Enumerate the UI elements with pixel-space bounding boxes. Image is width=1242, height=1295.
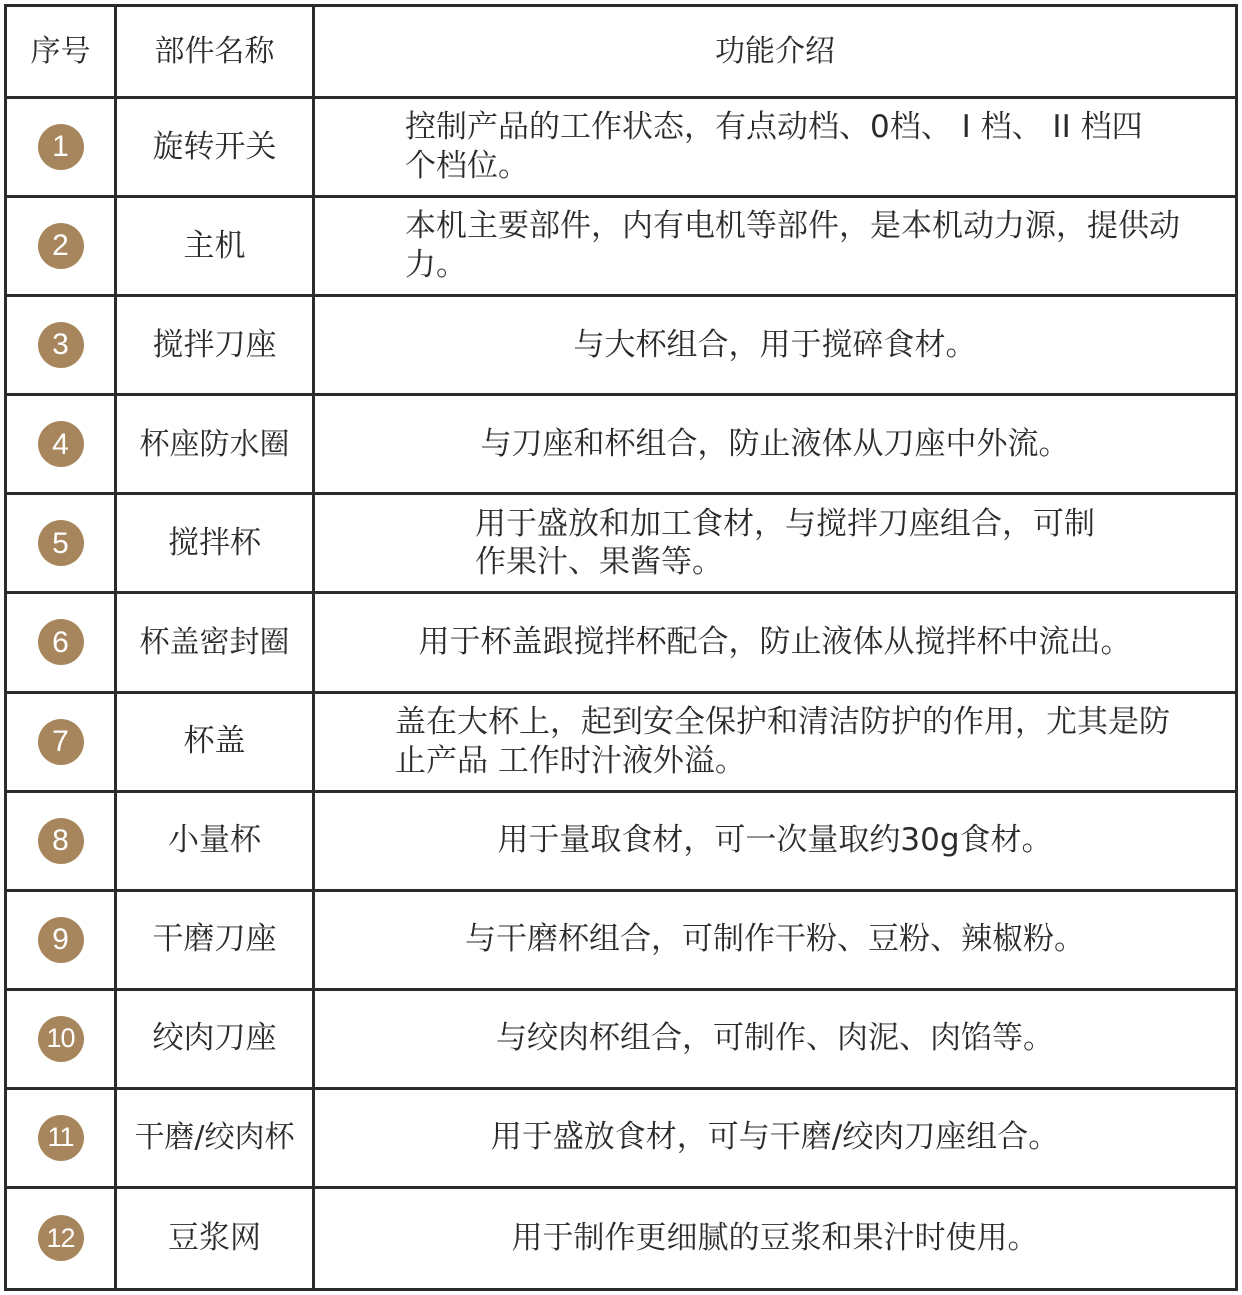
number-badge: 2 <box>38 223 84 269</box>
number-badge: 5 <box>38 520 84 566</box>
row-index-cell <box>7 594 117 693</box>
description-text: 用于制作更细腻的豆浆和果汁时使用。 <box>511 1220 1039 1257</box>
part-description <box>315 892 1235 991</box>
number-badge: 4 <box>38 421 84 467</box>
description-text: 用于量取食材，可一次量取约30g食材。 <box>497 822 1053 859</box>
number-badge: 1 <box>38 124 84 170</box>
row-index-cell <box>7 694 117 793</box>
part-description <box>315 991 1235 1090</box>
part-description <box>315 297 1235 396</box>
header-part-name: 部件名称 <box>117 7 315 99</box>
part-name: 杯盖 <box>117 694 315 793</box>
part-description <box>315 1189 1235 1288</box>
part-description <box>315 495 1235 594</box>
description-text: 与大杯组合，用于搅碎食材。 <box>573 326 977 363</box>
part-description <box>315 198 1235 297</box>
row-index-cell <box>7 1090 117 1189</box>
number-badge: 10 <box>38 1016 84 1062</box>
header-index: 序号 <box>7 7 117 99</box>
part-name: 小量杯 <box>117 793 315 892</box>
part-name: 杯盖密封圈 <box>117 594 315 693</box>
number-badge: 9 <box>38 917 84 963</box>
row-index-cell <box>7 495 117 594</box>
description-text: 用于杯盖跟搅拌杯配合，防止液体从搅拌杯中流出。 <box>418 624 1132 661</box>
part-name: 搅拌杯 <box>117 495 315 594</box>
row-index-cell <box>7 991 117 1090</box>
row-index-cell <box>7 396 117 495</box>
number-badge: 6 <box>38 619 84 665</box>
description-text: 用于盛放食材，可与干磨/绞肉刀座组合。 <box>490 1119 1060 1156</box>
part-description <box>315 594 1235 693</box>
row-index-cell <box>7 1189 117 1288</box>
part-description <box>315 793 1235 892</box>
number-badge: 7 <box>38 719 84 765</box>
description-text: 与绞肉杯组合，可制作、肉泥、肉馅等。 <box>496 1020 1054 1057</box>
row-index-cell <box>7 198 117 297</box>
part-name: 搅拌刀座 <box>117 297 315 396</box>
part-name: 杯座防水圈 <box>117 396 315 495</box>
part-name: 豆浆网 <box>117 1189 315 1288</box>
number-badge: 12 <box>38 1215 84 1261</box>
number-badge: 11 <box>38 1115 84 1161</box>
number-badge: 3 <box>38 322 84 368</box>
header-function: 功能介绍 <box>315 7 1235 99</box>
description-text: 本机主要部件，内有电机等部件，是本机动力源，提供动力。 <box>405 208 1180 284</box>
row-index-cell <box>7 99 117 198</box>
row-index-cell <box>7 297 117 396</box>
part-name: 干磨刀座 <box>117 892 315 991</box>
part-description <box>315 1090 1235 1189</box>
description-text: 用于盛放和加工食材，与搅拌刀座组合，可制作果汁、果酱等。 <box>475 505 1095 581</box>
part-name: 旋转开关 <box>117 99 315 198</box>
part-description <box>315 396 1235 495</box>
description-text: 与刀座和杯组合，防止液体从刀座中外流。 <box>480 425 1070 462</box>
row-index-cell <box>7 793 117 892</box>
description-text: 控制产品的工作状态，有点动档、0档、 I 档、 II 档四个档位。 <box>405 109 1143 185</box>
number-badge: 8 <box>38 818 84 864</box>
row-index-cell <box>7 892 117 991</box>
part-description <box>315 99 1235 198</box>
part-name: 主机 <box>117 198 315 297</box>
description-text: 盖在大杯上，起到安全保护和清洁防护的作用，尤其是防止产品 工作时汁液外溢。 <box>395 703 1170 779</box>
description-text: 与干磨杯组合，可制作干粉、豆粉、辣椒粉。 <box>465 921 1085 958</box>
part-name: 绞肉刀座 <box>117 991 315 1090</box>
part-description <box>315 694 1235 793</box>
part-name: 干磨/绞肉杯 <box>117 1090 315 1189</box>
parts-table <box>4 4 1238 1291</box>
